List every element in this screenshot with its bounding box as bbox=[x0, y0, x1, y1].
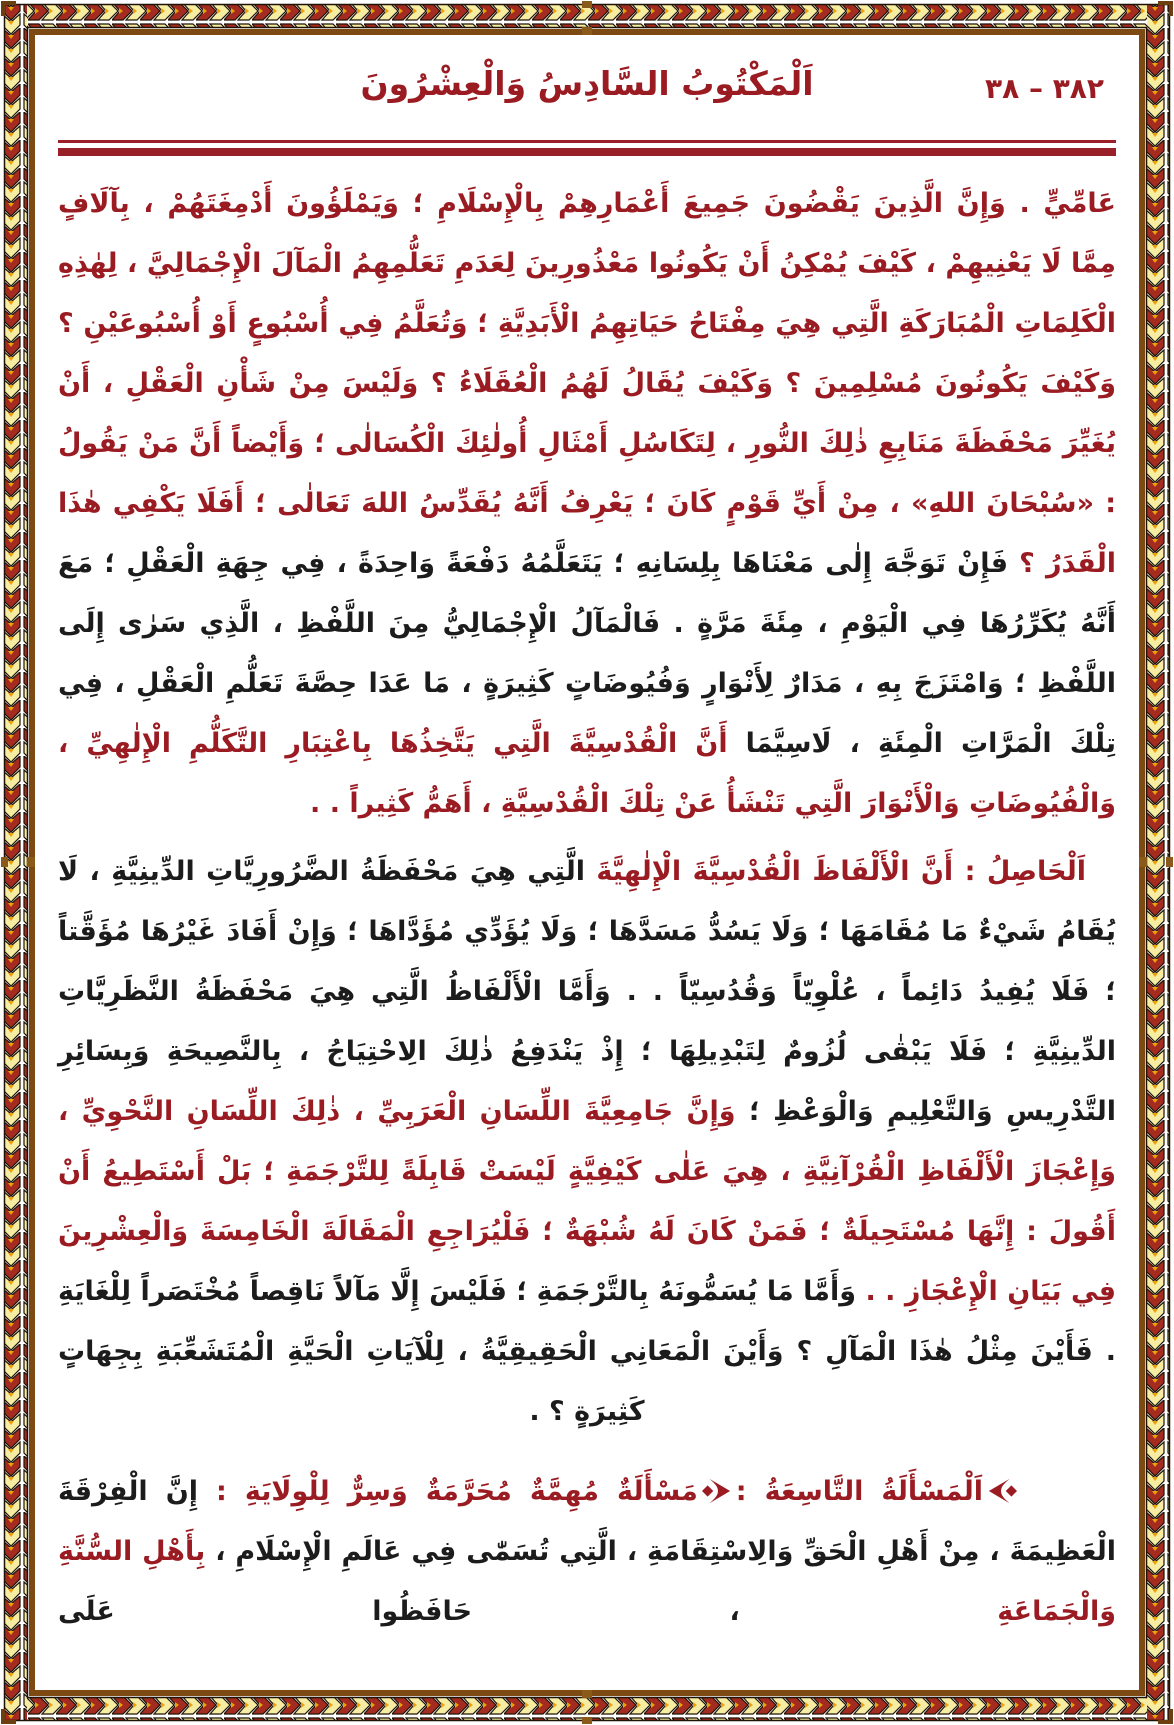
text-run: ، حَافَظُوا عَلَى bbox=[58, 1596, 998, 1627]
page-content bbox=[58, 46, 1116, 1681]
text-run: بِأَهْلِ السُّنَّةِ وَالْجَمَاعَةِ bbox=[58, 1536, 1116, 1627]
text-run: أَنَّ الْقُدْسِيَّةَ الَّتِي يَتَّخِذُهَا بِاعْتِبَارِ التَّكَلُّمِ الْإِلٰهِيِّ ، وَالْفُيُوضَاتِ وَالْأَنْوَارَ الَّتِي تَنْشَأُ عَنْ تِلْكَ الْقُدْسِيَّةِ ، أَهَمُّ كَثِيراً . . bbox=[58, 728, 1116, 819]
paragraph bbox=[58, 842, 1116, 1442]
paragraph bbox=[58, 174, 1116, 834]
ornate-bracket-close-icon bbox=[702, 1475, 732, 1507]
text-run: وَإِنَّ جَامِعِيَّةَ اللِّسَانِ الْعَرَبِيِّ ، ذٰلِكَ اللِّسَانِ النَّحْوِيِّ ، وَإِعْجَازَ الْأَلْفَاظِ الْقُرْآنِيَّةِ ، هِيَ عَلٰى كَيْفِيَّةٍ لَيْسَتْ قَابِلَةً لِلتَّرْجَمَةِ ؛ بَلْ أَسْتَطِيعُ أَنْ أَقُولَ : إِنَّهَا مُسْتَحِيلَةٌ ؛ فَمَنْ كَانَ لَهُ شُبْهَةٌ ؛ فَلْيُرَاجِعِ الْمَقَالَةَ الْخَامِسَةَ وَالْعِشْرِينَ فِي بَيَانِ الْإِعْجَازِ . . bbox=[58, 1096, 1116, 1307]
text-run: وَأَمَّا مَا يُسَمُّونَهُ بِالتَّرْجَمَةِ ؛ فَلَيْسَ إِلَّا مَآلاً نَاقِصاً مُخْتَصَراً لِلْغَايَةِ . فَأَيْنَ مِثْلُ هٰذَا الْمَآلِ ؟ وَأَيْنَ الْمَعَانِي الْحَقِيقِيَّةُ ، لِلْآيَاتِ الْحَيَّةِ الْمُتَشَعِّبَةِ بِجِهَاتٍ كَثِيرَةٍ ؟ . bbox=[58, 1276, 1116, 1427]
text-run: إِنَّ الْفِرْقَةَ الْعَظِيمَةَ ، مِنْ أَهْلِ الْحَقِّ وَالِاسْتِقَامَةِ ، الَّتِي تُسَمّٰى فِي عَالَمِ الْإِسْلَامِ ، bbox=[58, 1476, 1116, 1567]
header-double-rule bbox=[58, 140, 1116, 156]
text-run: اَلْحَاصِلُ : أَنَّ الْأَلْفَاظَ الْقُدْسِيَّةَ الْإِلٰهِيَّةَ bbox=[585, 856, 1087, 887]
paragraph bbox=[58, 1462, 1116, 1642]
rule-thick-line bbox=[58, 148, 1116, 156]
body-text bbox=[58, 174, 1116, 1642]
text-run: عَامِّيٍّ . وَإِنَّ الَّذِينَ يَقْضُونَ جَمِيعَ أَعْمَارِهِمْ بِالْإِسْلَامِ ؛ وَيَمْلَؤُونَ أَدْمِغَتَهُمْ ، بِآلَافٍ مِمَّا لَا يَعْنِيهِمْ ، كَيْفَ يُمْكِنُ أَنْ يَكُونُوا مَعْذُورِينَ لِعَدَمِ تَعَلُّمِهِمُ الْمَآلَ الْإِجْمَالِيَّ ، لِهٰذِهِ الْكَلِمَاتِ الْمُبَارَكَةِ الَّتِي هِيَ مِفْتَاحُ حَيَاتِهِمُ الْأَبَدِيَّةِ ؛ وَتُعَلَّمُ فِي أُسْبُوعٍ أَوْ أُسْبُوعَيْنِ ؟ وَكَيْفَ يَكُونُونَ مُسْلِمِينَ ؟ وَكَيْفَ يُقَالُ لَهُمُ الْعُقَلَاءُ ؟ وَلَيْسَ مِنْ شَأْنِ الْعَقْلِ ، أَنْ يُغَيِّرَ مَحْفَظَةَ مَنَابِعِ ذٰلِكَ النُّورِ ، لِتَكَاسُلِ أَمْثَالِ أُولٰئِكَ الْكُسَالٰى ؛ وَأَيْضاً أَنَّ مَنْ يَقُولُ : «سُبْحَانَ اللهِ» ، مِنْ أَيِّ قَوْمٍ كَانَ ؛ يَعْرِفُ أَنَّهُ يُقَدِّسُ اللهَ تَعَالٰى ؛ أَفَلَا يَكْفِي هٰذَا الْقَدَرُ ؟ bbox=[58, 188, 1116, 579]
rule-thin-line bbox=[58, 140, 1116, 143]
text-run: الَّتِي هِيَ مَحْفَظَةُ الضَّرُورِيَّاتِ الدِّينِيَّةِ ، لَا يُقَامُ شَيْءٌ مَا مُقَامَهَا ؛ وَلَا يَسُدُّ مَسَدَّهَا ؛ وَلَا يُؤَدِّي مُؤَدَّاهَا ؛ وَإِنْ أَفَادَ غَيْرُهَا مُؤَقَّتاً ؛ فَلَا يُفِيدُ دَائِماً ، عُلْوِيّاً وَقُدُسِيّاً . . وَأَمَّا الْأَلْفَاظُ الَّتِي هِيَ مَحْفَظَةُ النَّظَرِيَّاتِ الدِّينِيَّةِ ؛ فَلَا يَبْقٰى لُزُومٌ لِتَبْدِيلِهَا ؛ إِذْ يَنْدَفِعُ ذٰلِكَ الِاحْتِيَاجُ ، بِالنَّصِيحَةِ وَبِسَائِرِ التَّدْرِيسِ وَالتَّعْلِيمِ وَالْوَعْظِ ؛ bbox=[58, 856, 1116, 1127]
text-run: فَإِنْ تَوَجَّهَ إِلٰى مَعْنَاهَا بِلِسَانِهِ ؛ يَتَعَلَّمُهُ دَفْعَةً وَاحِدَةً ، فِي جِهَةِ الْعَقْلِ ؛ مَعَ أَنَّهُ يُكَرِّرُهَا فِي الْيَوْمِ ، مِئَةَ مَرَّةٍ . فَالْمَآلُ الْإِجْمَالِيُّ مِنَ اللَّفْظِ ، الَّذِي سَرٰى إِلَى اللَّفْظِ ؛ وَامْتَزَجَ بِهِ ، مَدَارٌ لِأَنْوَارٍ وَفُيُوضَاتٍ كَثِيرَةٍ ، مَا عَدَا حِصَّةَ تَعَلُّمِ الْعَقْلِ ، فِي تِلْكَ الْمَرَّاتِ الْمِئَةِ ، لَاسِيَّمَا bbox=[58, 548, 1116, 759]
section-heading: اَلْمَسْأَلَةُ التَّاسِعَةُ : bbox=[735, 1476, 984, 1507]
page-number: ٣٨٢ – ٣٨ bbox=[985, 72, 1104, 105]
page-header bbox=[58, 46, 1116, 132]
text-run: مَسْأَلَةٌ مُهِمَّةٌ مُحَرَّمَةٌ وَسِرٌّ لِلْوِلَايَةِ : bbox=[198, 1476, 698, 1507]
page-title: اَلْمَكْتُوبُ السَّادِسُ وَالْعِشْرُونَ bbox=[360, 64, 814, 103]
ornate-bracket-open-icon bbox=[987, 1475, 1017, 1507]
